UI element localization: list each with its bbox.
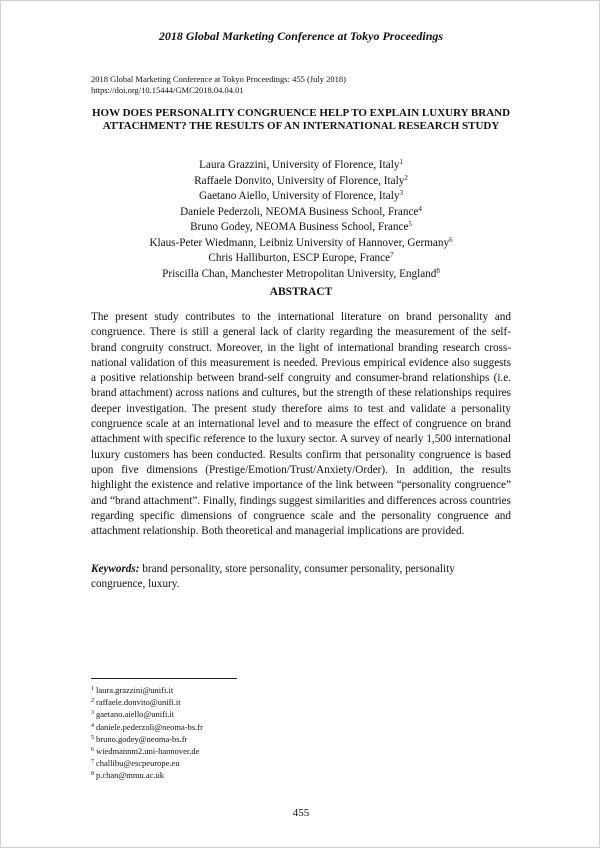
email-link[interactable]: wiedmannm2.uni-hannover.de [96, 746, 200, 757]
author-line: Bruno Godey, NEOMA Business School, France$^5$ [190, 220, 412, 233]
footnote-marker[interactable]: 6 [449, 235, 453, 244]
abstract-heading: ABSTRACT [269, 286, 333, 298]
citation-block [91, 74, 511, 96]
running-header: 2018 Global Marketing Conference at Tokyo Proceedings [158, 29, 444, 43]
footnote: $^6$ wiedmannm2.uni-hannover.de [91, 746, 200, 757]
footnote-marker[interactable]: 5 [408, 220, 412, 228]
citation-line: 2018 Global Marketing Conference at Tokyo Proceedings: 455 (July 2018) [91, 74, 346, 84]
footnote-marker[interactable]: 3 [399, 189, 403, 197]
footnote: $^4$ daniele.pederzoli@neoma-bs.fr [91, 721, 203, 732]
author-line: Gaetano Aiello, University of Florence, Italy$^3$ [199, 189, 403, 202]
email-link[interactable]: p.chan@mmu.ac.uk [96, 770, 165, 781]
author-line: Raffaele Donvito, University of Florence, Italy$^2$ [194, 173, 408, 187]
footnote-marker[interactable]: 4 [418, 204, 422, 213]
author-line: Chris Halliburton, ESCP Europe, France$^7$ [208, 251, 394, 264]
footnote: $^5$ bruno.godey@neoma-bs.fr [91, 733, 188, 744]
footnote: $^2$ raffaele.donvito@unifi.it [91, 697, 181, 708]
footnote-marker[interactable]: 1 [399, 158, 403, 166]
email-link[interactable]: daniele.pederzoli@neoma-bs.fr [96, 721, 203, 732]
footnote-marker[interactable]: 7 [390, 251, 394, 259]
footnote-divider [91, 678, 237, 679]
page-number: 455 [292, 807, 310, 819]
doi-link[interactable]: https://doi.org/10.15444/GMC2018.04.04.01 [91, 85, 244, 95]
author-line: Klaus-Peter Wiedmann, Leibniz University of Hannover, Germany$^6$ [149, 235, 453, 249]
author-list [91, 158, 511, 282]
email-link[interactable]: gaetano.aiello@unifi.it [96, 709, 175, 720]
keywords-text: brand personality, store personality, consumer personality, personality congruence, luxury. [91, 563, 455, 591]
paper-title: HOW DOES PERSONALITY CONGRUENCE HELP TO EXPLAIN LUXURY BRAND ATTACHMENT? THE RESULTS OF AN INTERNATIONAL RESEARCH STUDY [91, 107, 511, 132]
footnote-marker[interactable]: 2 [404, 173, 408, 182]
email-link[interactable]: challibu@escpeurope.eu [96, 758, 180, 769]
keywords-label: Keywords: [91, 563, 140, 575]
footnote: $^3$ gaetano.aiello@unifi.it [91, 709, 175, 720]
footnotes [91, 684, 511, 782]
footnote: $^8$ p.chan@mmu.ac.uk [91, 770, 165, 781]
author-line: Priscilla Chan, Manchester Metropolitan University, England$^8$ [162, 266, 440, 280]
email-link[interactable]: laura.grazzini@unifi.it [96, 685, 174, 695]
footnote-marker[interactable]: 8 [436, 266, 440, 275]
abstract-body: The present study contributes to the international literature on brand personality and congruence. There is still a general lack of clarity regarding the measurement of the self-brand congruity construct. Moreover, in the light of international branding research cross-national validation of this measurement is needed. Previous empirical evidence also suggests a positive relationship between brand-self congruity and consumer-brand relationships (i.e. brand attachment) across nations and cultures, but the strength of these relationships requires deeper investigation. The present study therefore aims to test and validate a personality congruence scale at an international level and to measure the effect of congruence on brand attachment with specific reference to the luxury sector. A survey of nearly 1,500 international luxury customers has been conducted. Results confirm that personality congruence is based upon five dimensions (Prestige/Emotion/Trust/Anxiety/Order). In addition, the results highlight the existence and relative importance of the link between “personality congruence” and “brand attachment”. Finally, findings suggest similarities and differences across countries regarding specific dimensions of congruence scale and the personality congruence and attachment relationship. Both theoretical and managerial implications are provided. [91, 311, 511, 538]
keywords [91, 562, 511, 593]
footnote: $^7$ challibu@escpeurope.eu [91, 758, 180, 769]
email-link[interactable]: raffaele.donvito@unifi.it [96, 697, 181, 708]
email-link[interactable]: bruno.godey@neoma-bs.fr [96, 733, 188, 744]
author-line: Laura Grazzini, University of Florence, Italy$^1$ [199, 158, 403, 171]
author-line: Daniele Pederzoli, NEOMA Business School, France$^4$ [180, 204, 422, 218]
footnote: $^1$ laura.grazzini@unifi.it [91, 685, 174, 695]
